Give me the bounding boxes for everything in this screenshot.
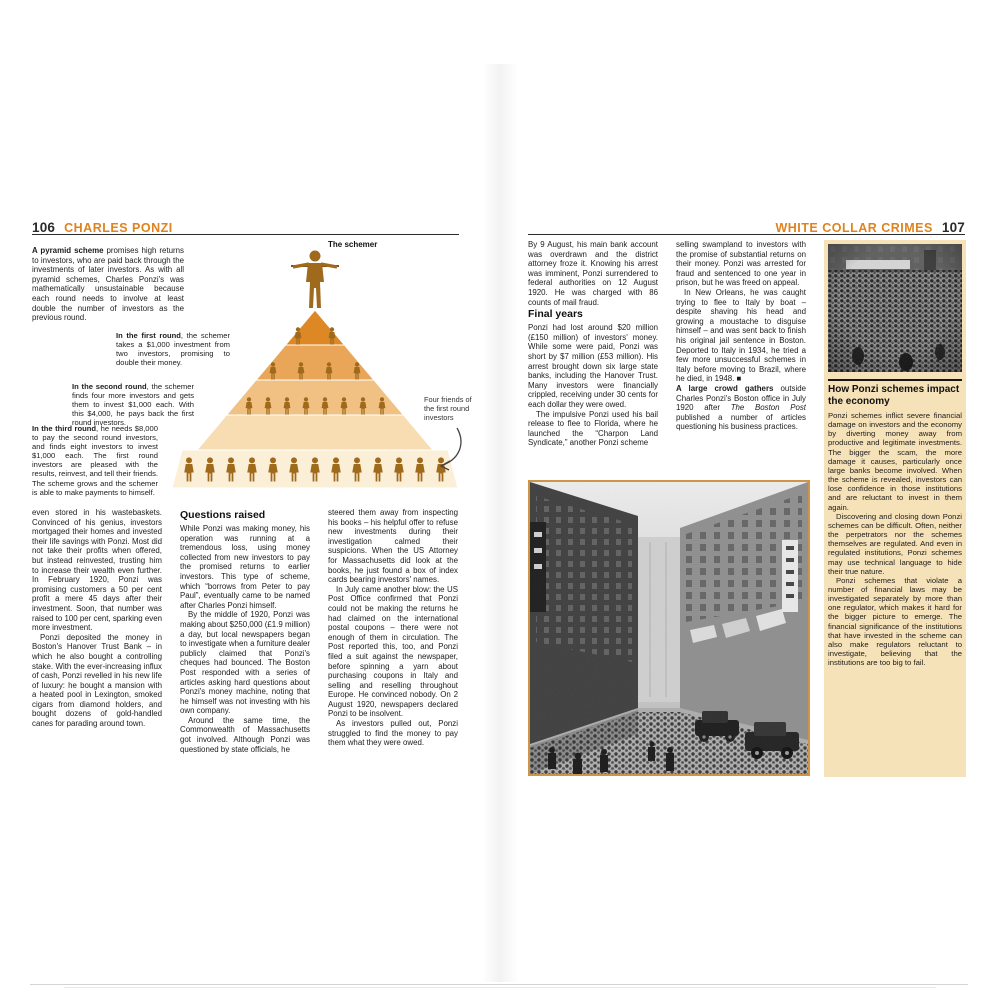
page-number-left: 106 [32,220,56,235]
investor-figure-icon [327,327,337,345]
investor-figure-icon [308,457,322,482]
caption-text: published a number of articles questioning his business practices. [676,412,806,432]
diagram-intro-lead: A pyramid scheme [32,246,104,255]
page-gutter-shadow [482,64,518,982]
page-number-right: 107 [941,220,965,235]
section-title-left: CHARLES PONZI [64,221,173,235]
paragraph: Discovering and closing down Ponzi schemes can be difficult. Often, neither the perpetrators nor the schemes themselves are regulated. And even in regulated institutions, Ponzi schemes may use technical language to hide their true nature. [828,511,962,576]
street-photo [528,480,810,776]
paragraph: Ponzi schemes that violate a number of financial laws may be investigated separately by more than one regulator, which makes it hard for the bigger picture to emerge. The financial significance of the institutions that have invested in the scheme can also make regulators reluctant to investigate, believing that the institutions are too big to fail. [828,575,962,668]
diagram-label-second-round [72,382,194,427]
left-column-1 [32,508,162,792]
investor-figure-icon [268,362,278,380]
label-text: , the schemer finds four more investors and gets them to invest $1,000 each. With this $4,000, he pays back the first round investors. [72,382,194,428]
paragraph: even stored in his wastebaskets. Convinced of his genius, investors mortgaged their homes and invested their life savings with Ponzi. Most did not take their profits when offered, but instead reinvested, trusting him to increase their wealth even further. In February 1920, Ponzi was promising customers a 50 per cent profit a mere 45 days after their investment. Soon, that number was raised to 100 per cent, sparking even more investment. [32,508,162,633]
diagram-intro-text: promises high returns to investors, who are paid back through the investments of later investors. As with all pyramid schemes, Charles Ponzi's was mathematically unsustainable because each round needs to involve at least double the number of investors as the previous round. [32,246,184,323]
investor-row-1 [270,327,360,345]
caption-italic: The Boston Post [730,403,806,413]
investor-figure-icon [263,397,273,415]
curved-arrow-icon [429,426,465,477]
caption-text: outside Charles Ponzi's Boston office in July 1920 after [676,383,806,413]
investor-figure-icon [392,457,406,482]
left-column-2 [180,508,310,792]
investor-figure-icon [245,457,259,482]
paragraph: Ponzi had lost around $20 million (£150 million) of investors' money. While some were paid, Ponzi was short by $7 million (£53 million). His arrest brought down six large state banks, including the Hanover Trust. Many investors were financially crippled, receiving under 30 cents for each dollar they were owed. [528,323,658,409]
investor-figure-icon [224,457,238,482]
investor-figure-icon [371,457,385,482]
page-header-left [32,219,459,235]
label-text: , the schemer takes a $1,000 investment from two investors, promising to double their money. [116,331,230,368]
paragraph: By 9 August, his main bank account was overdrawn and the district attorney froze it. Knowing his arrest was imminent, Ponzi surrendered to federal authorities on 12 August 1920. He was charged with 86 counts of mail fraud. [528,240,658,307]
label-lead: In the third round [32,424,97,433]
label-lead: In the first round [116,331,181,340]
paragraph: Ponzi deposited the money in Boston's Hanover Trust Bank – in which he also bought a controlling stake. With the ever-increasing influx of cash, Ponzi revelled in his new life of luxury: he bought a mansion with a heated pool in Lexington, smoked cigars from diamond holders, and bought dozens of gold-handled canes for parading around town. [32,632,162,729]
right-column-2 [676,240,806,478]
paragraph: Ponzi schemes inflict severe financial damage on investors and the economy by diverting money away from productive and legitimate investments. The bigger the scam, the more damage it causes, particularly once large banks become involved. When the scheme is revealed, investors can lose confidence in those institutions and are reluctant to invest in them again. [828,411,962,512]
section-title-right: WHITE COLLAR CRIMES [775,221,933,235]
paragraph: In New Orleans, he was caught trying to flee to Italy by boat – despite shaving his head and growing a moustache to disguise himself – and was sent back to finish his original jail sentence in Boston. Deported to Italy in 1934, he tried a few more unsuccessful schemes in Italy before moving to Brazil, where he died, in 1948. ■ [676,287,806,384]
investor-figure-icon [377,397,387,415]
diagram-side-note: Four friends of the first round investors [424,395,472,422]
investor-figure-icon [301,397,311,415]
paragraph: steered them away from inspecting his books – his helpful offer to refuse new investments during their investigation calmed their suspicions. When the US Attorney for Massachusetts did look at the books, he just found a box of index cards bearing investors' names. [328,508,458,585]
label-lead: In the second round [72,382,147,391]
investor-figure-icon [350,457,364,482]
page-bottom-edge-2 [64,987,936,988]
investor-row-bottom [169,457,461,482]
right-column-1 [528,240,658,478]
sidebar-heading-rule [828,379,962,407]
paragraph: Around the same time, the Commonwealth of Massachusetts got involved. Although Ponzi was questioned by state officials, he [180,715,310,754]
investor-figure-icon [266,457,280,482]
investor-figure-icon [413,457,427,482]
investor-figure-icon [293,327,303,345]
sidebar-body [828,411,962,763]
investor-figure-icon [244,397,254,415]
schemer-figure [285,248,345,315]
investor-figure-icon [203,457,217,482]
label-text: , he needs $8,000 to pay the second round investors, and finds eight investors to invest $1,000 each. The first round investors are pleased with the results, reinvest, and tell their friends. The scheme grows and the schemer is able to make payments to himself. [32,424,158,497]
investor-figure-icon [320,397,330,415]
investor-figure-icon [287,457,301,482]
page-bottom-edge [30,984,968,985]
investor-row-2 [240,362,390,380]
paragraph: In July came another blow: the US Post Office confirmed that Ponzi could not be making the returns he had claimed on the international postal coupons – there were not enough of them in circulation. The Post reported this, too, and Ponzi filed a suit against the newspaper, before spinning a yarn about purchasing coupons in Italy and selling and reselling throughout Europe. He convinced nobody. On 2 August 1920, newspapers declared Ponzi to be insolvent. [328,584,458,719]
paragraph: By the middle of 1920, Ponzi was making about $250,000 (£1.9 million) a day, but local newspapers began to investigate when a furniture dealer publicly claimed that Ponzi's cheques had bounced. The Boston Post responded with a series of articles asking hard questions about Ponzi's money machine, noting that he himself was not investing with his own company. [180,610,310,716]
paragraph: As investors pulled out, Ponzi struggled to find the money to pay them what they were owed. [328,719,458,748]
page-header-right [528,219,965,235]
schemer-label: The schemer [328,240,378,249]
section-heading-questions-raised: Questions raised [180,509,266,521]
investor-figure-icon [329,457,343,482]
left-column-3 [328,508,458,792]
investor-figure-icon [296,362,306,380]
paragraph: selling swampland to investors with the promise of substantial returns on their money. Ponzi was arrested for fraud and sentenced to one year in prison, but he was freed on appeal. [676,240,806,288]
diagram-label-first-round [116,331,230,367]
investor-row-3 [215,397,415,415]
investor-figure-icon [182,457,196,482]
investor-figure-icon [324,362,334,380]
investor-figure-icon [339,397,349,415]
investor-figure-icon [352,362,362,380]
investor-figure-icon [358,397,368,415]
investor-figure-icon [282,397,292,415]
section-heading-final-years: Final years [528,308,583,321]
sidebar-box [824,240,966,777]
photo-caption [676,384,806,432]
sidebar-heading: How Ponzi schemes impact the economy [828,384,960,407]
diagram-label-third-round [32,424,158,497]
paragraph: While Ponzi was making money, his operation was running at a tremendous loss, using money collected from new investors to pay the promised returns to earlier investors. This type of scheme, which “borrows from Peter to pay Paul”, eventually came to be named after Charles Ponzi himself. [180,524,310,610]
crowd-photo [828,244,962,372]
paragraph: The impulsive Ponzi used his bail release to flee to Florida, where he launched the “Charpon Land Syndicate,” another Ponzi scheme [528,409,658,448]
caption-lead: A large crowd gathers [676,383,774,393]
